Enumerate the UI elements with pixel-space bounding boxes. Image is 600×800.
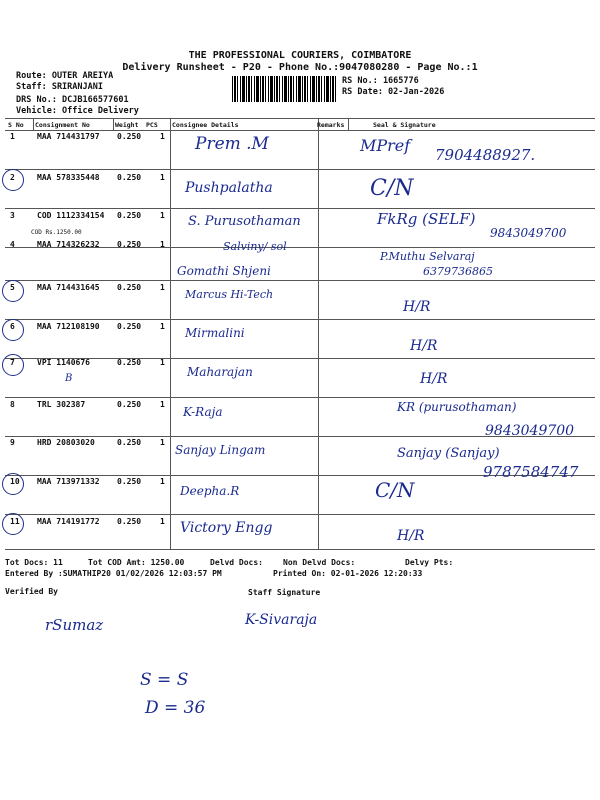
row-sno: 6 — [10, 322, 15, 331]
row-weight: 0.250 — [117, 438, 142, 447]
row-consignment: MAA 714326232 — [37, 240, 100, 249]
row-consignee-handwriting: Maharajan — [187, 365, 253, 379]
row-consignment: HRD 20803020 — [37, 438, 95, 447]
row-consignment: MAA 714191772 — [37, 517, 100, 526]
row-signature-phone: 6379736865 — [423, 265, 493, 278]
col-header-sno: S No — [8, 121, 24, 129]
company-title: THE PROFESSIONAL COURIERS, COIMBATORE — [188, 50, 412, 61]
col-header-weight: Weight — [115, 121, 139, 129]
row-consignee-handwriting: Pushpalatha — [185, 180, 273, 196]
col-header-pcs: PCS — [146, 121, 158, 129]
row-sno: 9 — [10, 438, 15, 447]
row-consignment: MAA 713971332 — [37, 477, 100, 486]
printed-on: Printed On: 02-01-2026 12:20:33 — [273, 569, 423, 578]
total-cod-amount: Tot COD Amt: 1250.00 — [88, 558, 185, 567]
non-delivered-docs: Non Delvd Docs: — [283, 558, 356, 567]
row-consignee-handwriting: Mirmalini — [185, 326, 245, 340]
col-header-remarks: Remarks — [317, 121, 345, 129]
row-consignment: COD 1112334154 — [37, 211, 105, 220]
row-signature-handwriting: H/R — [420, 371, 448, 387]
row-signature-handwriting: C/N — [370, 176, 414, 201]
staff-signature-label: Staff Signature — [248, 588, 321, 597]
row-sno: 7 — [10, 358, 15, 367]
staff-signature: K-Sivaraja — [245, 612, 318, 628]
row-sno: 3 — [10, 211, 15, 220]
row-weight: 0.250 — [117, 173, 142, 182]
row-pcs: 1 — [160, 438, 165, 447]
row-consignment: VPI 1140676 — [37, 358, 90, 367]
delivery-table — [5, 118, 595, 550]
delivery-points: Delvy Pts: — [405, 558, 454, 567]
row-signature-phone: 9787584747 — [483, 463, 579, 481]
row-consignment: MAA 712108190 — [37, 322, 100, 331]
row-consignee-handwriting-2: Gomathi Shjeni — [177, 264, 271, 278]
row-signature-handwriting: H/R — [403, 299, 431, 315]
row-pcs: 1 — [160, 240, 165, 249]
row-signature-handwriting: FkRg (SELF) — [377, 210, 476, 228]
runsheet-title: Delivery Runsheet - P20 - Phone No.:9047080280 - Page No.:1 — [122, 62, 478, 73]
rs-date: RS Date: 02-Jan-2026 — [342, 87, 445, 97]
row-consignee-handwriting: Sanjay Lingam — [175, 443, 266, 457]
verified-by-label: Verified By — [5, 587, 58, 596]
row-consignee-handwriting: K-Raja — [183, 405, 223, 419]
rs-number: RS No.: 1665776 — [342, 76, 419, 86]
row-pcs: 1 — [160, 517, 165, 526]
row-consignee-handwriting: Marcus Hi-Tech — [185, 288, 274, 301]
row-signature-handwriting: MPref — [360, 136, 411, 155]
row-weight: 0.250 — [117, 322, 142, 331]
row-sno: 1 — [10, 132, 15, 141]
handwritten-note: S = S — [140, 670, 189, 690]
row-signature-handwriting: C/N — [375, 478, 415, 502]
row-sno: 10 — [10, 477, 20, 486]
row-signature-handwriting: H/R — [397, 528, 425, 544]
row-pcs: 1 — [160, 322, 165, 331]
row-signature-phone: 7904488927. — [435, 146, 536, 164]
row-weight: 0.250 — [117, 240, 142, 249]
row-pcs: 1 — [160, 477, 165, 486]
row-signature-handwriting: Sanjay (Sanjay) — [397, 446, 500, 461]
row-signature-handwriting: KR (purusothaman) — [397, 400, 517, 414]
row-consignee-handwriting: Salviny/ sol — [223, 240, 287, 253]
col-header-seal: Seal & Signature — [373, 121, 436, 129]
row-extra-mark: B — [65, 373, 73, 384]
row-consignment: TRL 302387 — [37, 400, 86, 409]
row-weight: 0.250 — [117, 283, 142, 292]
row-consignment: MAA 714431797 — [37, 132, 100, 141]
row-consignee-handwriting: Prem .M — [195, 134, 269, 154]
row-consignment: MAA 578335448 — [37, 173, 100, 182]
route-label: Route: OUTER AREIYA — [16, 71, 114, 81]
row-pcs: 1 — [160, 132, 165, 141]
row-weight: 0.250 — [117, 358, 142, 367]
delivered-docs: Delvd Docs: — [210, 558, 263, 567]
entered-by: Entered By :SUMATHIP20 01/02/2026 12:03:57 PM — [5, 569, 222, 578]
row-signature-handwriting: H/R — [410, 338, 438, 354]
row-signature-phone: 9843049700 — [490, 226, 567, 240]
row-weight: 0.250 — [117, 211, 142, 220]
row-pcs: 1 — [160, 211, 165, 220]
row-consignment: MAA 714431645 — [37, 283, 100, 292]
col-header-consignment: Consignment No — [35, 121, 90, 129]
row-pcs: 1 — [160, 400, 165, 409]
row-pcs: 1 — [160, 358, 165, 367]
row-pcs: 1 — [160, 283, 165, 292]
total-docs: Tot Docs: 11 — [5, 558, 63, 567]
staff-label: Staff: SRIRANJANI — [16, 82, 103, 92]
barcode — [232, 76, 338, 102]
row-sno: 4 — [10, 240, 15, 249]
row-sno: 2 — [10, 173, 15, 182]
row-consignee-handwriting: S. Purusothaman — [188, 214, 301, 229]
vehicle-label: Vehicle: Office Delivery — [16, 106, 139, 116]
row-weight: 0.250 — [117, 400, 142, 409]
row-consignee-handwriting: Victory Engg — [180, 520, 273, 536]
row-sno: 8 — [10, 400, 15, 409]
row-consignee-handwriting: Deepha.R — [180, 484, 240, 498]
row-weight: 0.250 — [117, 477, 142, 486]
row-cod-amount: COD Rs.1250.00 — [31, 229, 82, 236]
row-signature-phone: 9843049700 — [485, 423, 575, 439]
row-weight: 0.250 — [117, 132, 142, 141]
handwritten-note: D = 36 — [145, 698, 206, 718]
row-pcs: 1 — [160, 173, 165, 182]
row-signature-handwriting: P.Muthu Selvaraj — [380, 250, 475, 263]
col-header-consignee: Consignee Details — [172, 121, 239, 129]
verified-signature: rSumaz — [45, 616, 104, 634]
row-sno: 5 — [10, 283, 15, 292]
drs-label: DRS No.: DCJB166577601 — [16, 95, 129, 105]
row-sno: 11 — [10, 517, 20, 526]
row-weight: 0.250 — [117, 517, 142, 526]
